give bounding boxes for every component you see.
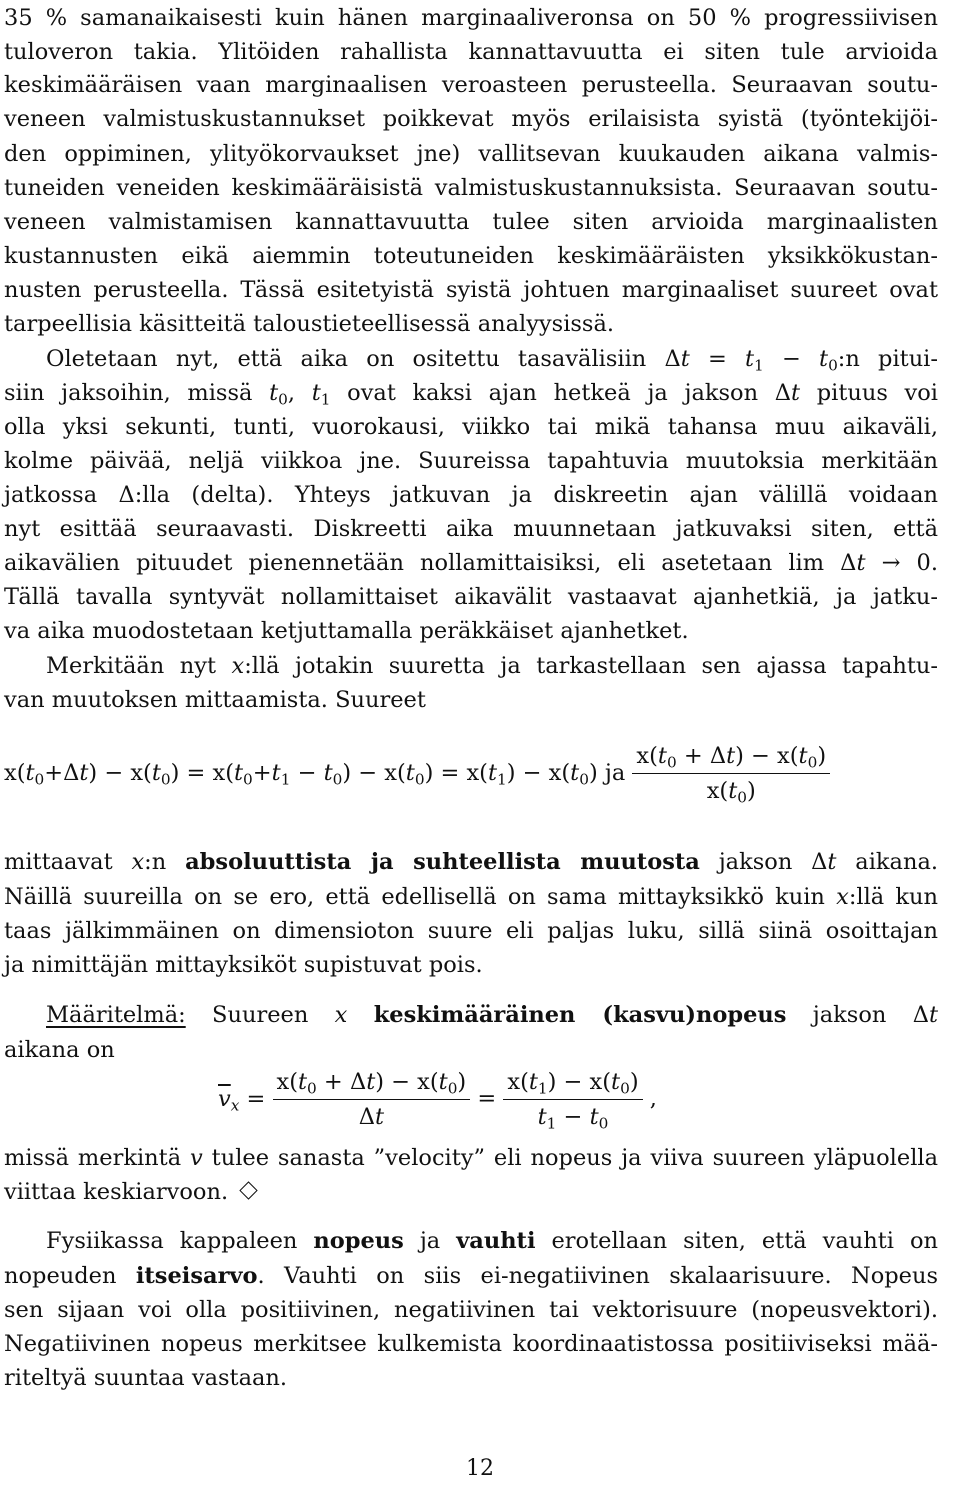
page-number: 12: [466, 1456, 494, 1481]
text-line: Oletetaan nyt, että aika on ositettu tasavälisiin $\Delta t = t_1$ − $t_0:n$ pitui-: [46, 346, 938, 375]
text-line: nopeuden itseisarvo. Vauhti on siis ei-negatiivinen skalaarisuure. Nopeus: [4, 1263, 939, 1289]
text-line: den oppiminen, ylityökorvaukset jne) vallitsevan kuukauden aikana valmis-: [4, 141, 938, 167]
text-line: veneen valmistuskustannukset poikkevat myös erilaisista syistä (työntekijöi-: [4, 106, 938, 132]
text-line: viittaa keskiarvoon.: [4, 1178, 938, 1206]
text-line: nusten perusteella. Tässä esitetyistä syistä johtuen marginaaliset suureet ovat: [4, 277, 938, 303]
text-line: 35 % samanaikaisesti kuin hänen marginaaliveronsa on 50 % progressiivisen: [4, 5, 938, 31]
text-line: van muutoksen mittaamista. Suureet: [4, 687, 426, 713]
text-line: olla yksi sekunti, tunti, vuorokausi, viikko tai mikä tahansa muu aikaväli,: [4, 414, 938, 440]
definition-heading: Määritelmä:: [46, 1002, 186, 1028]
text-line: aikavälien pituudet pienennetään nollamittaisiksi, eli asetetaan lim Δt → 0.: [4, 550, 938, 576]
diamond-icon: [239, 1181, 257, 1199]
text-line: aikana on: [4, 1037, 115, 1063]
relative-change-fraction: $\frac{x(t_0 + \Delta t) - x(t_0)}{x(t_0)}$: [632, 742, 830, 805]
text-line: siin jaksoihin, missä $t_0$, $t_1$ ovat kaksi ajan hetkeä ja jakson Δt pituus voi: [4, 380, 939, 409]
text-line: kolme päivää, neljä viikkoa jne. Suureissa tapahtuvia muutoksia merkitään: [4, 448, 938, 474]
definition-line: Määritelmä: Suureen x keskimääräinen (kasvu)nopeus jakson Δt: [46, 1002, 939, 1028]
text-line: taas jälkimmäinen on dimensioton suure eli paljas luku, sillä siinä osoittajan: [4, 918, 938, 944]
text-line: nyt esittää seuraavasti. Diskreetti aika muunnetaan jatkuvaksi siten, että: [4, 516, 938, 542]
text-line: veneen valmistamisen kannattavuutta tulee siten arvioida marginaalisten: [4, 209, 938, 235]
text-line: tuloveron takia. Ylitöiden rahallista kannattavuutta ei siten tule arvioida: [4, 39, 938, 65]
text-line: jatkossa Δ:lla (delta). Yhteys jatkuvan ja diskreetin ajan välillä voidaan: [4, 482, 938, 508]
text-line: sen sijaan voi olla positiivinen, negatiivinen tai vektorisuure (nopeusvektori).: [4, 1297, 938, 1323]
text-line: ja nimittäjän mittayksiköt supistuvat pois.: [4, 952, 483, 978]
text-line: tarpeellisia käsitteitä taloustieteellisessä analyysissä.: [4, 311, 615, 337]
text-line: Tällä tavalla syntyvät nollamittaiset aikavälit vastaavat ajanhetkiä, ja jatku-: [4, 584, 938, 610]
text-line: Näillä suureilla on se ero, että edellisellä on sama mittayksikkö kuin x:llä kun: [4, 884, 939, 910]
text-line: va aika muodostetaan ketjuttamalla peräkkäiset ajanhetket.: [4, 618, 689, 644]
text-line: mittaavat x:n absoluuttista ja suhteellista muutosta jakson Δt aikana.: [4, 849, 939, 875]
text-line: kustannusten eikä aiemmin toteutuneiden keskimääräisten yksikkökustan-: [4, 243, 938, 269]
text-line: riteltyä suuntaa vastaan.: [4, 1365, 288, 1391]
difference-equation: $x(t_0+\Delta t) - x(t_0) = x(t_0+t_1 - t_0) - x(t_0) = x(t_1) - x(t_0)$ ja $\frac{x(t_0 + \Delta t) - x(t_0)}{x(t_0)}$: [4, 742, 830, 805]
text-line: Merkitään nyt x:llä jotakin suuretta ja tarkastellaan sen ajassa tapahtu-: [46, 653, 939, 679]
text-line: Fysiikassa kappaleen nopeus ja vauhti erotellaan siten, että vauhti on: [46, 1228, 939, 1254]
text-line: Negatiivinen nopeus merkitsee kulkemista koordinaatistossa positiiviseksi mää-: [4, 1331, 938, 1357]
text-line: missä merkintä v tulee sanasta ”velocity” eli nopeus ja viiva suureen yläpuolella: [4, 1145, 938, 1171]
text-line: tuneiden veneiden keskimääräisistä valmistuskustannuksista. Seuraavan soutu-: [4, 175, 938, 201]
average-velocity-equation: $\overline{v}_x$ = $\frac{x(t_0 + \Delta t) - x(t_0)}{\Delta t}$ = $\frac{x(t_1) - x(t_0)}{t_1 - t_0}$ ,: [218, 1069, 657, 1133]
text-line: keskimääräisen vaan marginaalisen veroasteen perusteella. Seuraavan soutu-: [4, 72, 938, 98]
